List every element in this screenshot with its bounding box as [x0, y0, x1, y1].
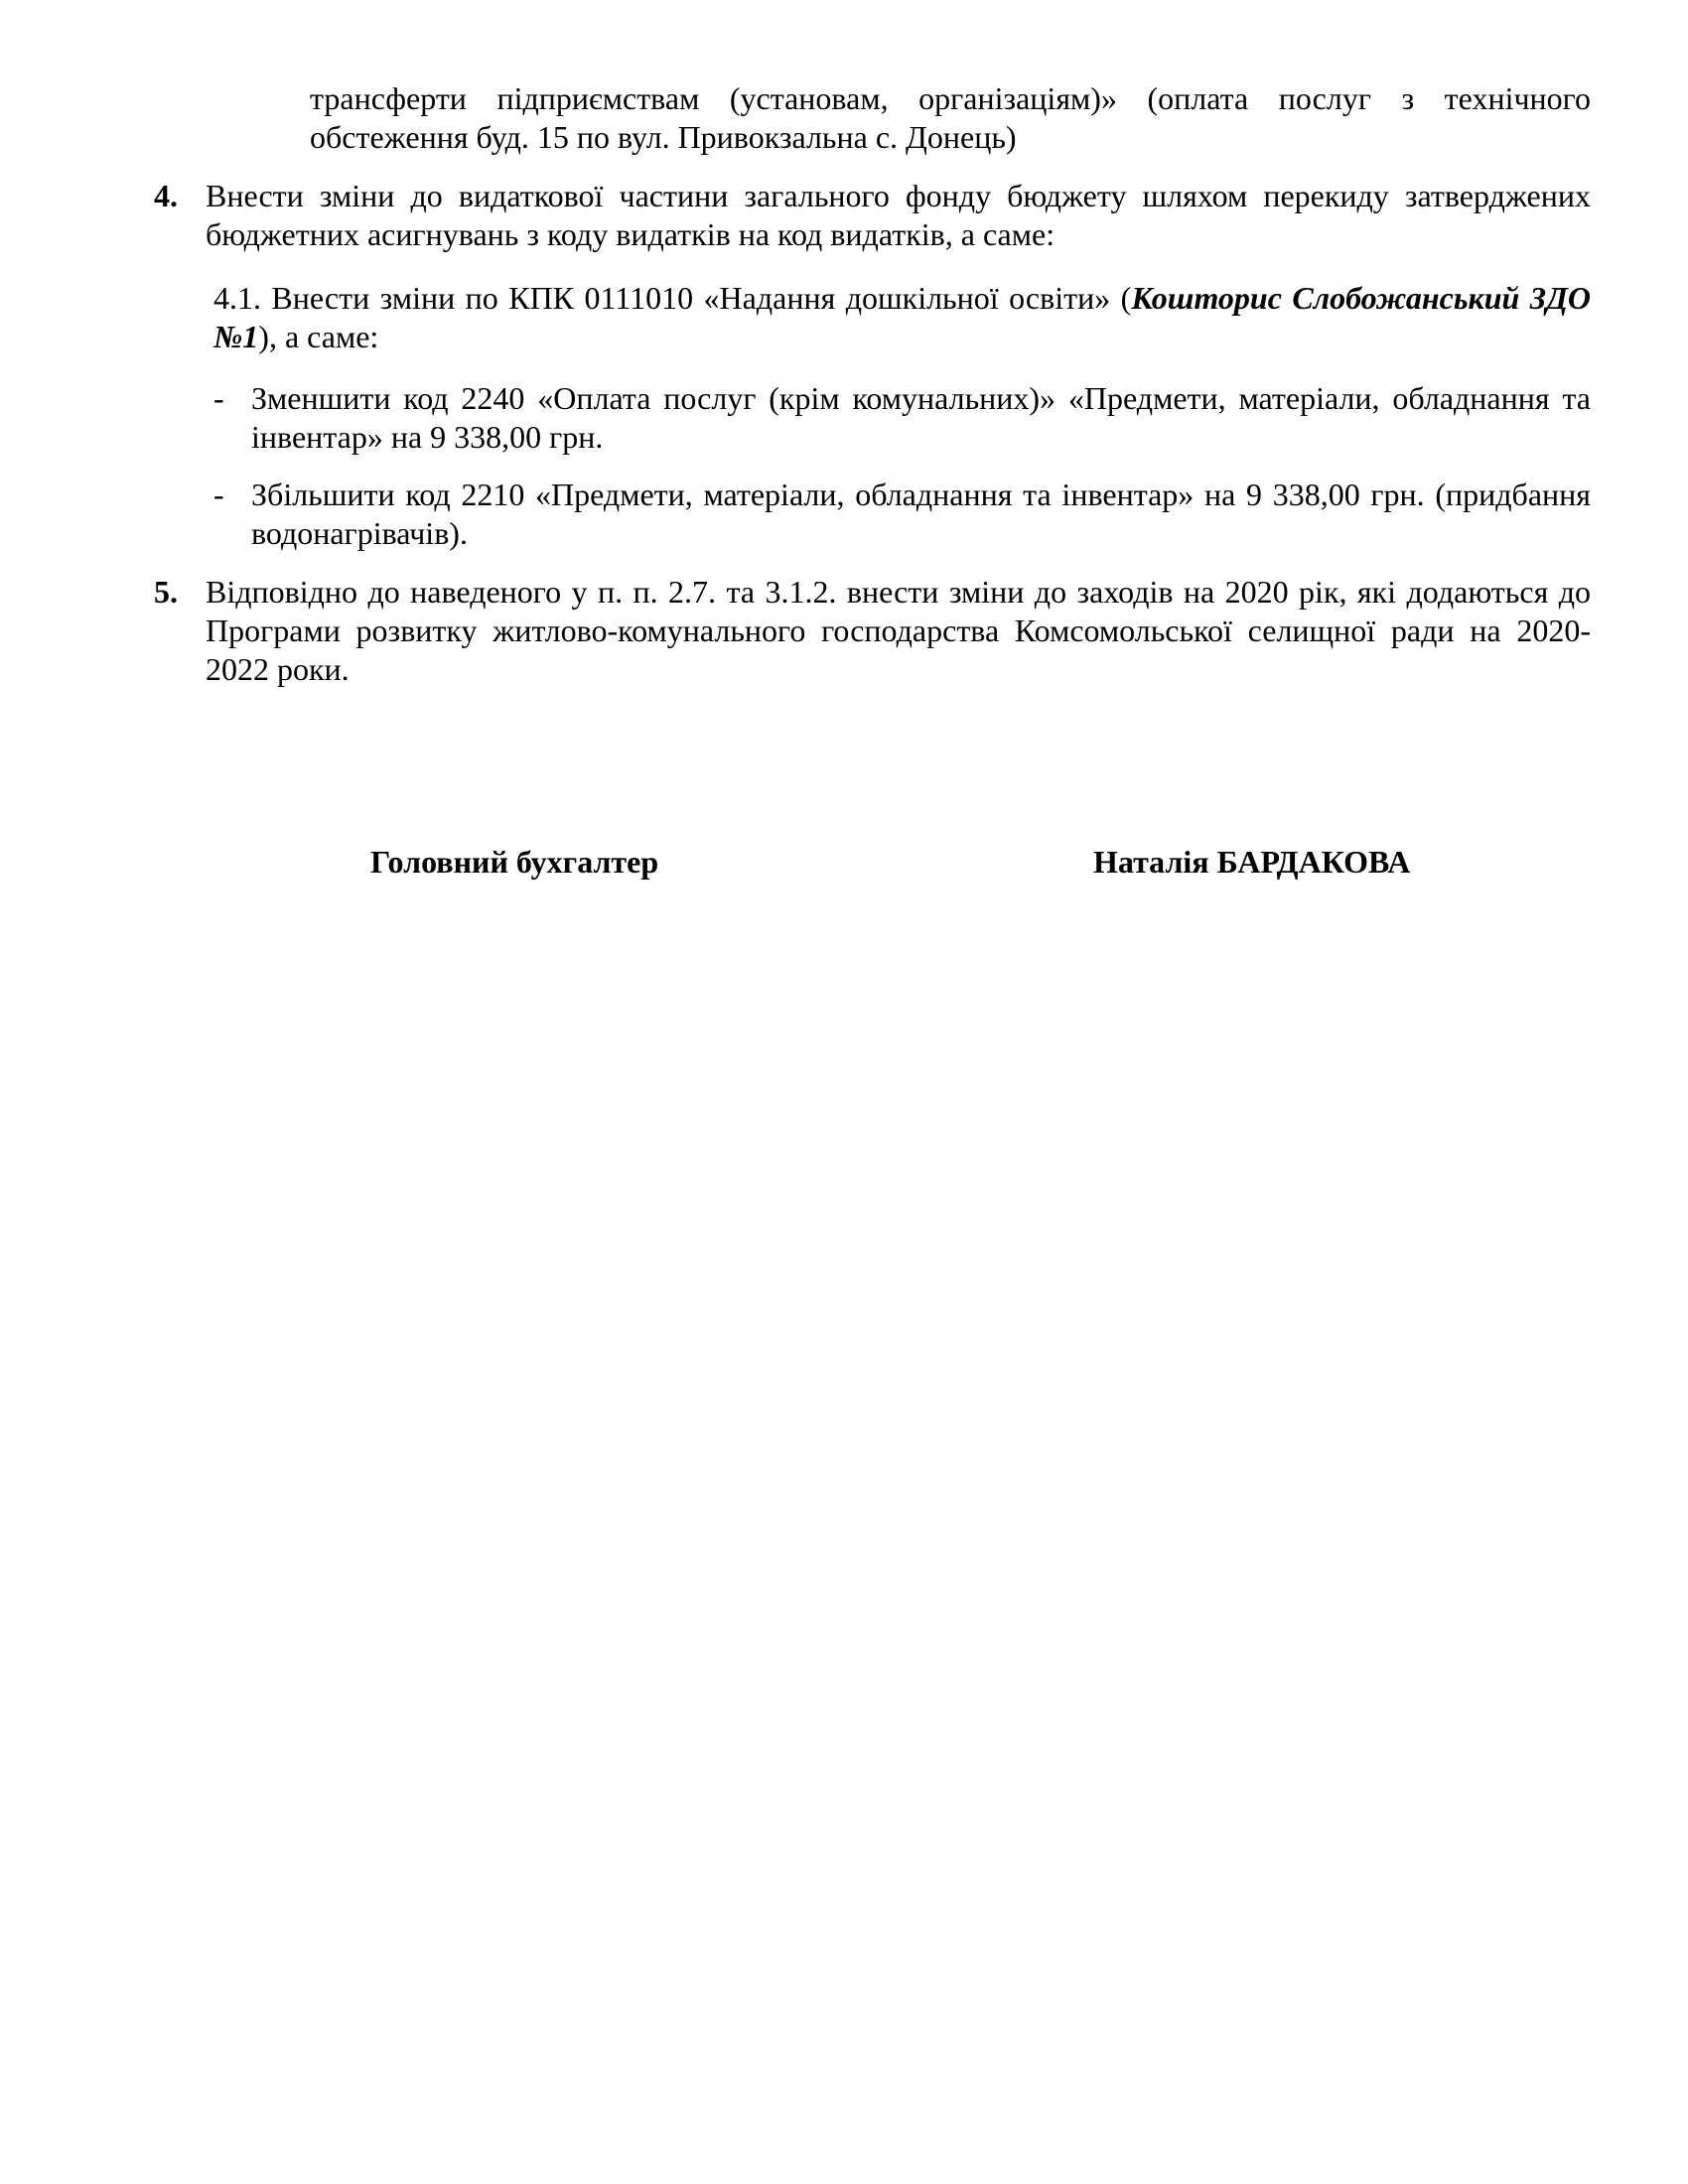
dash-marker: -	[213, 380, 224, 416]
dash-item-text: Збільшити код 2210 «Предмети, матеріали, обладнання та інвентар» на 9 338,00 грн. (придбання водонагрівачів).	[251, 477, 1591, 551]
dash-list-item	[213, 379, 1591, 457]
sub-item-emphasis: Кошторис Слобожанський ЗДО №1	[213, 280, 1592, 354]
item-text: Внести зміни до видаткової частини загального фонду бюджету шляхом перекиду затверджених бюджетних асигнувань з коду видатків на код видатків, а саме:	[206, 178, 1591, 252]
numbered-item-5	[154, 573, 1591, 689]
dash-list-item	[213, 476, 1591, 553]
sub-item-suffix: ), а саме:	[258, 319, 379, 354]
dash-item-text: Зменшити код 2240 «Оплата послуг (крім комунальних)» «Предмети, матеріали, обладнання та інвентар» на 9 338,00 грн.	[251, 380, 1591, 455]
sub-item-4-1	[213, 279, 1591, 356]
sub-item-prefix: 4.1. Внести зміни по КПК 0111010 «Надання дошкільної освіти» (	[213, 280, 1132, 316]
dash-marker: -	[213, 477, 224, 512]
continuation-paragraph	[310, 79, 1591, 157]
item-number: 5.	[154, 574, 178, 610]
item-number: 4.	[154, 178, 178, 213]
continuation-text: трансферти підприємствам (установам, організаціям)» (оплата послуг з технічного обстеження буд. 15 по вул. Привокзальна с. Донець)	[310, 80, 1591, 155]
numbered-item-4	[154, 177, 1591, 254]
item-text: Відповідно до наведеного у п. п. 2.7. та 3.1.2. внести зміни до заходів на 2020 рік, які додаються до Програми розвитку житлово-комунального господарства Комсомольської селищної ради на 2020-2022 роки.	[206, 574, 1591, 687]
signature-name: Наталія БАРДАКОВА	[1093, 844, 1411, 880]
signature-role: Головний бухгалтер	[370, 844, 659, 880]
